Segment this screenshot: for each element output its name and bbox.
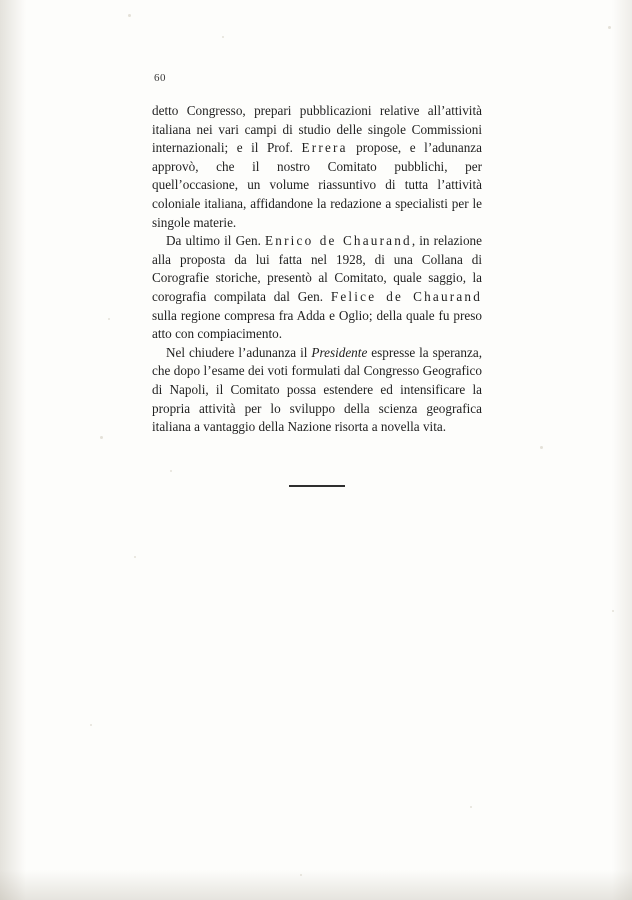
run-spaced-name: Errera [301, 140, 348, 156]
run-text: espresse la speranza, che dopo l’esame dei voti formulati dal Congresso Geografico di Napoli, il Comitato possa estendere ed intensificare la propria attività per lo sviluppo della scienza geografica italiana a vantaggio della Nazione risorta a novella vita. [152, 344, 483, 435]
run-italic: Presidente [311, 344, 368, 360]
page-number: 60 [154, 72, 166, 84]
paragraph-1 [152, 102, 482, 232]
scan-speck [100, 436, 103, 439]
run-text: , in relazione alla proposta da lui fatta nel 1928, di una Collana di Corografie storiche, presentò al Comitato, quale saggio, la corografia compilata dal Gen. [152, 233, 482, 304]
scan-speck [612, 610, 614, 612]
scan-speck [608, 26, 611, 29]
scan-speck [134, 556, 136, 558]
horizontal-rule-icon [289, 485, 345, 487]
section-divider [152, 477, 482, 495]
page-edge-shading-bottom [0, 870, 632, 900]
run-text: propose, e l’adunanza approvò, che il nostro Comitato pubblichi, per quell’occasione, un volume riassuntivo di tutta l’attività coloniale italiana, affidandone la redazione a specialisti per le singole materie. [152, 140, 482, 230]
page-edge-shading-right [612, 0, 632, 900]
paragraph-2 [152, 232, 482, 344]
run-spaced-name: Felice de Chaurand [330, 288, 482, 304]
run-text: sulla regione compresa fra Adda e Oglio; della quale fu preso atto con compiacimento. [152, 307, 482, 342]
run-text: detto Congresso, prepari pubblicazioni relative all’attività italiana nei vari campi di studio delle singole Commissioni internazionali; e il Prof. [152, 103, 482, 156]
run-text: Nel chiudere l’adunanza il [166, 344, 312, 360]
scan-speck [300, 874, 302, 876]
scan-speck [170, 470, 172, 472]
text-block [152, 72, 482, 437]
scan-speck [470, 806, 472, 808]
page-edge-shading-left [0, 0, 26, 900]
run-text: Da ultimo il Gen. [166, 233, 266, 249]
scan-speck [222, 36, 224, 38]
run-spaced-name: Enrico de Chaurand [265, 233, 412, 249]
scan-speck [90, 724, 92, 726]
scan-speck [128, 14, 131, 17]
scan-speck [540, 446, 543, 449]
scan-speck [108, 318, 110, 320]
paragraph-3 [152, 344, 482, 437]
